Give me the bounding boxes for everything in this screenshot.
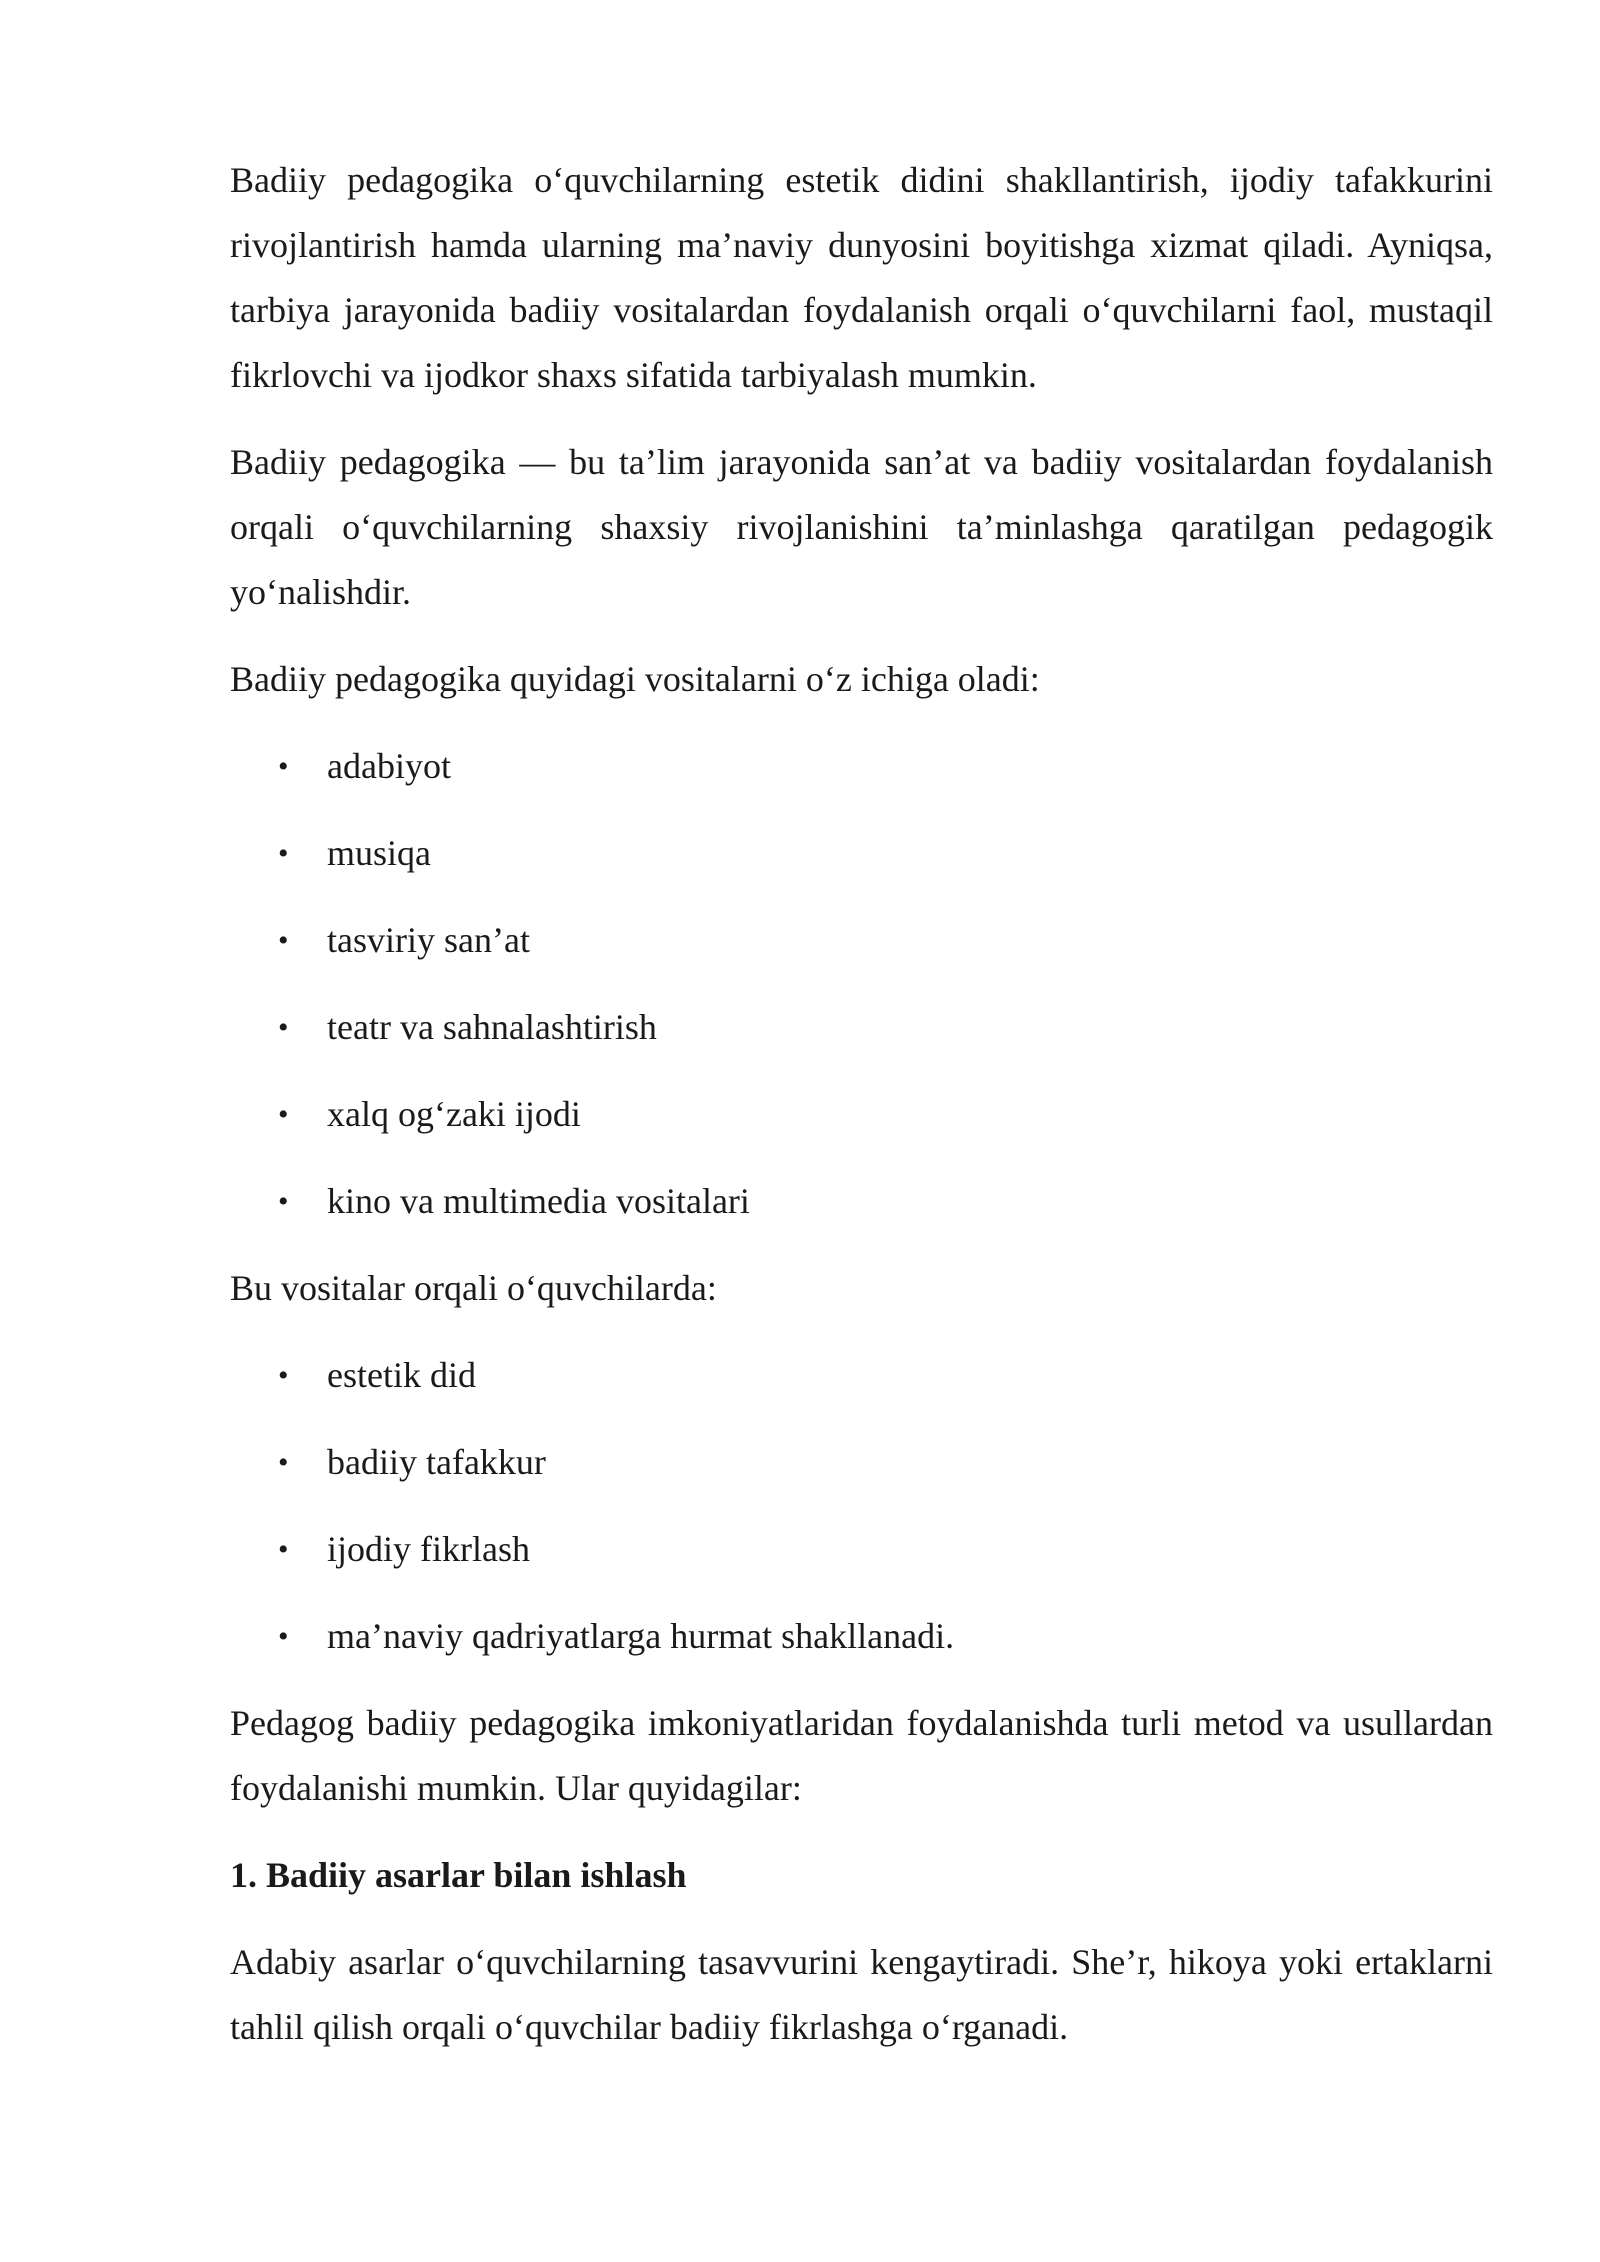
paragraph-methods-intro: Pedagog badiiy pedagogika imkoniyatlaridan foydalanishda turli metod va usullardan foydalanishi mumkin. Ular quyidagilar: [230,1703,1493,1808]
list-item-text: ijodiy fikrlash [327,1529,530,1569]
bullet-icon: • [278,1098,289,1131]
list-item-text: tasviriy san’at [327,920,530,960]
list-item-text: xalq og‘zaki ijodi [327,1094,581,1134]
paragraph-intro: Badiiy pedagogika o‘quvchilarning estetik didini shakllantirish, ijodiy tafakkurini rivojlantirish hamda ularning ma’naviy dunyosini boyitishga xizmat qiladi. Ayniqsa, tarbiya jarayonida badiiy vositalardan foydalanish orqali o‘quvchilarni faol, mustaqil fikrlovchi va ijodkor shaxs sifatida tarbiyalash mumkin. [230,160,1493,395]
document-page [230,148,1493,2060]
section-heading: 1. Badiiy asarlar bilan ishlash [230,1855,687,1895]
bullet-icon: • [278,837,289,870]
list-item [230,1169,1493,1234]
list-item-text: kino va multimedia vositalari [327,1181,750,1221]
paragraph-definition: Badiiy pedagogika — bu ta’lim jarayonida san’at va badiiy vositalardan foydalanish orqali o‘quvchilarning shaxsiy rivojlanishini ta’minlashga qaratilgan pedagogik yo‘nalishdir. [230,442,1493,612]
paragraph-literary-works: Adabiy asarlar o‘quvchilarning tasavvurini kengaytiradi. She’r, hikoya yoki ertaklarni tahlil qilish orqali o‘quvchilar badiiy fikrlashga o‘rganadi. [230,1942,1493,2047]
list-item-text: estetik did [327,1355,476,1395]
paragraph-tools-intro: Badiiy pedagogika quyidagi vositalarni o‘z ichiga oladi: [230,659,1040,699]
bullet-icon: • [278,924,289,957]
bullet-icon: • [278,750,289,783]
paragraph-outcomes-intro: Bu vositalar orqali o‘quvchilarda: [230,1268,717,1308]
list-item [230,1430,1493,1495]
outcomes-list [230,1343,1493,1669]
list-item-text: adabiyot [327,746,451,786]
list-item [230,1343,1493,1408]
list-item [230,908,1493,973]
bullet-icon: • [278,1011,289,1044]
bullet-icon: • [278,1620,289,1653]
list-item-text: teatr va sahnalashtirish [327,1007,657,1047]
list-item [230,1604,1493,1669]
list-item [230,1082,1493,1147]
list-item-text: musiqa [327,833,431,873]
list-item-text: ma’naviy qadriyatlarga hurmat shakllanadi. [327,1616,955,1656]
bullet-icon: • [278,1533,289,1566]
tools-list [230,734,1493,1234]
list-item-text: badiiy tafakkur [327,1442,546,1482]
list-item [230,734,1493,799]
list-item [230,1517,1493,1582]
list-item [230,821,1493,886]
bullet-icon: • [278,1185,289,1218]
bullet-icon: • [278,1359,289,1392]
list-item [230,995,1493,1060]
bullet-icon: • [278,1446,289,1479]
